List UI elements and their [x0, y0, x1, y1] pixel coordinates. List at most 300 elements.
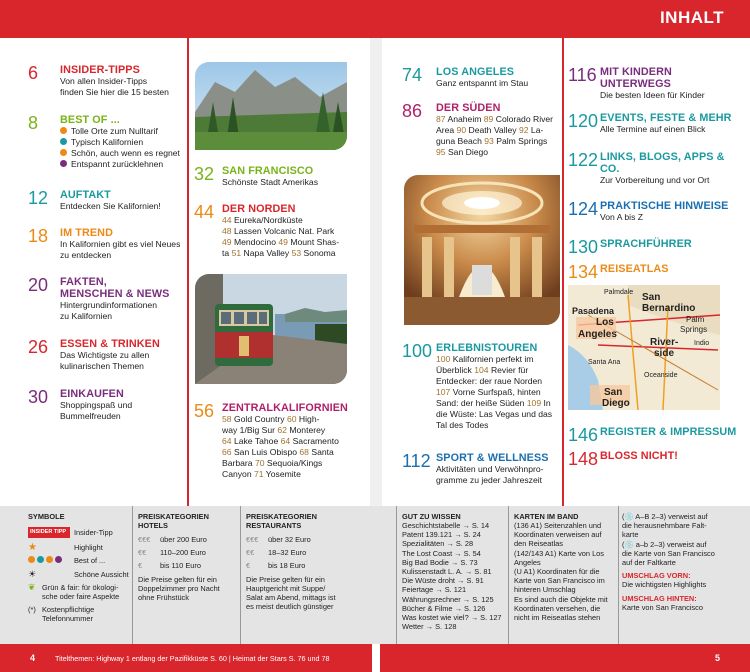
legend-note: Karte von San Francisco	[622, 602, 703, 612]
entry-desc: gramme zu jeder Jahreszeit	[436, 475, 543, 485]
subitem-page[interactable]: 87	[436, 114, 446, 124]
legend-item: Grün & fair: für ökologi-	[42, 582, 119, 592]
subitem-line	[222, 436, 348, 447]
toc-entry[interactable]	[568, 66, 705, 101]
legend-line: Big Bad Bodie → S. 73	[402, 557, 478, 567]
legend-note: ohne Frühstück	[138, 593, 189, 603]
map-label: Oceanside	[644, 372, 678, 379]
legend-title: SYMBOLE	[28, 512, 65, 521]
toc-entry[interactable]	[194, 165, 318, 188]
entry-desc: Bummelfreuden	[60, 411, 121, 421]
price-row	[138, 535, 238, 544]
subitem-page[interactable]: 62	[277, 425, 287, 435]
legend-item: sche oder faire Aspekte	[42, 592, 120, 602]
legend-item: Schöne Aussicht	[74, 569, 129, 579]
legend-note: Doppelzimmer pro Nacht	[138, 583, 220, 593]
free-icon	[60, 127, 67, 134]
legend-line: Geschichtstabelle → S. 14	[402, 521, 490, 530]
toc-entry[interactable]	[402, 452, 549, 486]
paid-phone-icon: (*)	[28, 605, 36, 615]
subitem-line	[222, 226, 339, 237]
subitem-text: die Wüste: Las Vegas und das	[436, 409, 553, 419]
subitem-page[interactable]: 90	[456, 125, 467, 135]
legend-line: Angeles	[514, 557, 541, 567]
toc-entry[interactable]	[568, 450, 678, 468]
legend-line: Was kostet wie viel? → S. 127	[402, 613, 502, 623]
entry-heading: ERLEBNISTOUREN	[436, 342, 538, 354]
legend-hotels	[138, 512, 238, 602]
legend-line: (142/143 A1) Karte von Los	[514, 548, 604, 558]
page-gutter	[370, 38, 382, 506]
subitem-page[interactable]: 51	[231, 248, 242, 258]
legend-symbols	[28, 512, 130, 624]
price-row	[246, 561, 356, 570]
column-divider	[187, 38, 189, 506]
subitem-page[interactable]: 53	[291, 248, 302, 258]
entry-desc: Das Wichtigste zu allen	[60, 350, 150, 360]
legend-line: Feiertage → S. 121	[402, 585, 467, 595]
subitem-line	[436, 147, 553, 158]
legend-note: Die wichtigsten Highlights	[622, 580, 707, 590]
subitem-text: Canyon	[222, 469, 255, 479]
subitem-line	[222, 237, 339, 248]
toc-entry[interactable]	[28, 338, 160, 372]
entry-heading: INSIDER-TIPPS	[60, 64, 140, 76]
map-label: Springs	[680, 325, 708, 334]
price-row	[246, 535, 356, 544]
toc-entry[interactable]	[402, 102, 553, 158]
legend-line: Patent 139.121 → S. 24	[402, 530, 481, 540]
page-number: 32	[194, 164, 215, 184]
subitem-line	[436, 376, 552, 387]
legend-title: KARTEN IM BAND	[514, 512, 579, 521]
subitem-page[interactable]: 104	[474, 365, 489, 375]
legend-item: Insider-Tipp	[74, 528, 113, 537]
subitem-page[interactable]: 60	[286, 414, 297, 424]
entry-heading: SAN FRANCISCO	[222, 165, 314, 177]
price-symbol: €€€	[138, 535, 151, 544]
legend-line: den Reiseatlas	[514, 539, 563, 549]
subitem-line	[436, 420, 552, 431]
toc-entry[interactable]	[28, 276, 169, 322]
legend-note: Hauptgericht mit Suppe/	[246, 583, 326, 593]
legend-item: Highlight	[74, 543, 103, 553]
subitem-line	[222, 414, 348, 425]
subitem-page[interactable]: 44	[222, 215, 232, 225]
entry-desc: finden Sie hier die 15 besten	[60, 87, 169, 97]
relax-icon	[60, 160, 67, 167]
price-range: 18–32 Euro	[268, 548, 307, 558]
subitem-text: Entdecker: der raue Norden	[436, 376, 543, 386]
entry-desc: Aktivitäten und Verwöhnpro-	[436, 464, 544, 474]
legend-title: HOTELS	[138, 521, 168, 530]
legend-divider	[508, 506, 509, 644]
subitem-text: Lake Tahoe	[231, 436, 281, 446]
page-number: 116	[568, 65, 597, 85]
legend-line: (U A1) Koordinaten für die	[514, 567, 600, 577]
legend-divider	[396, 506, 397, 644]
map-label: Indio	[694, 340, 710, 347]
entry-heading: IM TREND	[60, 227, 113, 239]
price-range: über 32 Euro	[268, 535, 311, 544]
subitem-line	[436, 387, 552, 398]
map-label: Palmdale	[604, 289, 634, 296]
star-icon: ★	[28, 542, 37, 554]
legend-umschlag	[622, 512, 726, 612]
leaf-icon: ❦	[28, 581, 36, 592]
subitem-text: San Diego	[445, 147, 489, 157]
subitem-text: Sonoma	[301, 248, 336, 258]
entry-heading: UNTERWEGS	[600, 78, 671, 90]
map-label: Diego	[602, 398, 630, 409]
yosemite-photo	[195, 62, 347, 150]
map-label: River-	[650, 337, 679, 348]
toc-entry[interactable]	[568, 263, 669, 281]
entry-desc: Alle Termine auf einen Blick	[600, 124, 706, 134]
legend-line: auf der Faltkarte	[622, 558, 676, 568]
legend-line: Koordinaten versehen, die	[514, 603, 601, 613]
legend-line: Kulissenstadt L. A. → S. 81	[402, 567, 492, 577]
entry-subitems	[436, 354, 552, 431]
entry-desc: Die besten Ideen für Kinder	[600, 90, 705, 100]
subitem-text: Death Valley	[466, 125, 519, 135]
entry-heading: ZENTRALKALIFORNIEN	[222, 402, 348, 414]
top-bar	[0, 0, 750, 38]
view-icon: ☀	[28, 568, 37, 579]
toc-entry[interactable]	[28, 227, 180, 261]
page-number: 86	[402, 101, 423, 121]
price-symbol: €€	[246, 548, 255, 558]
map-label: Palm	[686, 315, 705, 324]
subitem-text: San Luis Obispo	[231, 447, 300, 457]
subitem-text: Palm Springs	[493, 136, 548, 146]
page-number: 122	[568, 150, 599, 170]
entry-desc: Entdecken Sie Kalifornien!	[60, 201, 161, 211]
subitem-line	[436, 114, 553, 125]
subitem-text: Anaheim	[445, 114, 484, 124]
legend-line: die Karte von San Francisco	[622, 548, 715, 558]
legend-divider	[240, 506, 241, 644]
page-gap	[372, 644, 380, 672]
page-number: 120	[568, 111, 599, 131]
entry-heading: CO.	[600, 163, 620, 175]
entry-desc: Shoppingspaß und	[60, 400, 133, 410]
subitem-page[interactable]: 89	[483, 114, 494, 124]
toc-entry[interactable]	[28, 114, 180, 170]
legend-item: Kostenpflichtige	[42, 605, 95, 615]
entry-heading: EVENTS, FESTE & MEHR	[600, 112, 732, 124]
subitem-text: way 1/Big Sur	[222, 425, 278, 435]
map-label: San	[604, 387, 623, 398]
toc-entry[interactable]	[194, 203, 339, 259]
subitem-text: Colorado River	[493, 114, 554, 124]
typical-icon	[60, 138, 67, 145]
page-number: 112	[402, 451, 431, 471]
subitem-line	[222, 248, 339, 259]
subitem-line	[222, 469, 348, 480]
page-number: 74	[402, 65, 423, 85]
subitem-page[interactable]: 100	[436, 354, 451, 364]
price-row	[138, 561, 238, 570]
cover-topics: Titelthemen: Highway 1 entlang der Pazifikküste S. 60 | Heimat der Stars S. 76 und 78	[55, 654, 330, 663]
legend-divider	[132, 506, 133, 644]
entry-desc: Von A bis Z	[600, 212, 643, 222]
legend-line: Bücher & Filme → S. 126	[402, 603, 486, 613]
subitem-text: La-	[528, 125, 544, 135]
legend-line: Währungsrechner → S. 125	[402, 594, 494, 604]
toc-entry[interactable]	[194, 402, 348, 480]
entry-heading: MENSCHEN & NEWS	[60, 288, 170, 300]
page-number: 146	[568, 425, 599, 445]
page-number: 44	[194, 202, 215, 222]
subitem-line	[222, 425, 348, 436]
entry-heading: MIT KINDERN	[600, 66, 672, 78]
page-number: 124	[568, 199, 599, 219]
toc-entry[interactable]	[28, 189, 161, 212]
toc-entry[interactable]	[568, 238, 692, 256]
legend-title: RESTAURANTS	[246, 521, 302, 530]
subitem-page[interactable]: 58	[222, 414, 232, 424]
subitem-text: Sand: der heiße Süden	[436, 398, 527, 408]
bullet-text: Tolle Orte zum Nulltarif	[71, 126, 158, 136]
toc-entry[interactable]	[28, 64, 169, 98]
legend-line: nicht im Reiseatlas stehen	[514, 613, 601, 623]
subitem-text: Santa	[308, 447, 334, 457]
entry-heading: SPORT & WELLNESS	[436, 452, 549, 464]
subitem-page[interactable]: 64	[280, 436, 291, 446]
legend-note: es meist deutlich günstiger	[246, 602, 334, 612]
price-row	[246, 548, 356, 557]
entry-subitems	[222, 414, 348, 480]
entry-desc: In Kalifornien gibt es viel Neues	[60, 239, 181, 249]
rain-icon	[60, 149, 67, 156]
legend-line: (136 A1) Seitenzahlen und	[514, 521, 602, 530]
entry-subitems	[436, 114, 553, 158]
page-number-left: 4	[30, 653, 36, 663]
legend-line: Karte von San Francisco im	[514, 576, 605, 586]
subitem-text: Area	[436, 125, 457, 135]
legend-item: Telefonnummer	[42, 614, 93, 624]
entry-desc: Hintergrundinformationen	[60, 300, 157, 310]
legend-line: die herausnehmbare Falt-	[622, 521, 707, 531]
price-range: über 200 Euro	[160, 535, 207, 544]
subitem-page[interactable]: 48	[222, 226, 232, 236]
subitem-page[interactable]: 107	[436, 387, 451, 397]
capitol-dome-photo	[404, 175, 560, 325]
entry-heading: LINKS, BLOGS, APPS &	[600, 151, 725, 163]
subitem-page[interactable]: 93	[484, 136, 494, 146]
toc-entry[interactable]	[568, 426, 736, 444]
legend-note: Salat am Abend, mittags ist	[246, 593, 336, 603]
subitem-text: Revier für	[488, 365, 529, 375]
entry-desc: zu Kalifornien	[60, 311, 113, 321]
price-symbol: €	[246, 561, 251, 571]
legend-line: Spezialitäten → S. 28	[402, 539, 474, 549]
legend-title: PREISKATEGORIEN	[138, 512, 209, 521]
toc-entry[interactable]	[402, 342, 552, 431]
toc-entry[interactable]	[568, 200, 728, 223]
cable-car-photo	[195, 274, 347, 384]
map-label: Pasadena	[572, 306, 615, 316]
legend-line: (💿 A–B 2–3) verweist auf	[622, 512, 708, 521]
subitem-text: Sequoia/Kings	[264, 458, 323, 468]
subitem-text: Napa Valley	[241, 248, 292, 258]
reiseatlas-map[interactable]	[568, 285, 720, 410]
best-of-dots-icon	[28, 556, 70, 565]
subitem-text: Monterey	[286, 425, 326, 435]
page-number: 148	[568, 449, 599, 469]
legend-line: (💿 a–b 2–3) verweist auf	[622, 539, 707, 549]
toc-entry[interactable]	[568, 151, 725, 186]
subitem-line	[436, 125, 553, 136]
subitem-page[interactable]: 68	[299, 447, 309, 457]
entry-heading: ESSEN & TRINKEN	[60, 338, 160, 350]
page-number: 20	[28, 275, 49, 295]
bullet-text: Entspannt zurücklehnen	[71, 159, 164, 169]
subitem-line	[222, 458, 348, 469]
legend-karten	[514, 512, 616, 622]
column-divider	[562, 38, 564, 506]
entry-subitems	[222, 215, 339, 259]
legend-note: Die Preise gelten für ein	[138, 574, 217, 584]
page-number: 8	[28, 113, 39, 133]
price-symbol: €€€	[246, 535, 259, 544]
entry-heading: BLOSS NICHT!	[600, 450, 678, 462]
bullet-text: Schön, auch wenn es regnet	[71, 148, 180, 158]
subitem-text: guna Beach	[436, 136, 485, 146]
map-label: side	[654, 348, 675, 359]
subitem-line	[436, 398, 552, 409]
page-number: 18	[28, 226, 49, 246]
price-range: bis 18 Euro	[268, 561, 306, 571]
legend-divider	[618, 506, 619, 644]
subitem-line	[436, 136, 553, 147]
entry-heading: DER SÜDEN	[436, 102, 501, 114]
page-number: 6	[28, 63, 39, 83]
legend-title: UMSCHLAG HINTEN:	[622, 593, 697, 603]
price-range: 110–200 Euro	[160, 548, 206, 558]
subitem-page[interactable]: 95	[436, 147, 446, 157]
subitem-page[interactable]: 109	[526, 398, 542, 408]
subitem-page[interactable]: 92	[518, 125, 529, 135]
subitem-line	[436, 365, 552, 376]
price-symbol: €€	[138, 548, 147, 558]
subitem-page[interactable]: 71	[254, 469, 264, 479]
legend-note: Die Preise gelten für ein	[246, 574, 325, 584]
entry-heading: AUFTAKT	[60, 189, 111, 201]
legend-line: Koordinaten verweisen auf	[514, 530, 602, 540]
entry-desc: kulinarischen Themen	[60, 361, 144, 371]
subitem-line	[222, 215, 339, 226]
subitem-text: In	[541, 398, 551, 408]
subitem-text: ta	[222, 248, 232, 258]
entry-heading: FAKTEN,	[60, 276, 107, 288]
entry-desc: Von allen Insider-Tipps	[60, 76, 148, 86]
map-label: San	[642, 292, 661, 303]
entry-heading: BEST OF ...	[60, 114, 120, 126]
subitem-text: Mount Shas-	[287, 237, 340, 247]
subitem-text: Gold Country	[231, 414, 287, 424]
price-row	[138, 548, 238, 557]
page-number: 100	[402, 341, 433, 361]
page-number: 134	[568, 262, 599, 282]
toc-entry[interactable]	[568, 112, 732, 135]
map-label: Santa Ana	[588, 359, 621, 366]
legend-restaurants	[246, 512, 356, 611]
entry-heading: SPRACHFÜHRER	[600, 238, 692, 250]
legend-item: Best of ...	[74, 556, 106, 566]
price-symbol: €	[138, 561, 143, 571]
subitem-text: Eureka/Nordküste	[231, 215, 303, 225]
entry-heading: EINKAUFEN	[60, 388, 124, 400]
legend-line: hinteren Umschlag	[514, 585, 576, 595]
entry-heading: LOS ANGELES	[436, 66, 515, 78]
toc-entry[interactable]	[28, 388, 132, 422]
map-label: Angeles	[578, 329, 617, 340]
subitem-page[interactable]: 49	[222, 237, 232, 247]
legend-line: Die Wüste droht → S. 91	[402, 576, 484, 586]
subitem-text: Yosemite	[263, 469, 301, 479]
subitem-page[interactable]: 66	[222, 447, 232, 457]
subitem-text: Mendocino	[231, 237, 279, 247]
entry-desc: Ganz entspannt im Stau	[436, 78, 529, 88]
subitem-page[interactable]: 70	[254, 458, 265, 468]
legend-line: The Lost Coast → S. 54	[402, 548, 481, 558]
legend-title: PREISKATEGORIEN	[246, 512, 317, 521]
entry-heading: PRAKTISCHE HINWEISE	[600, 200, 729, 212]
subitem-line	[436, 354, 552, 365]
subitem-text: High-	[296, 414, 320, 424]
entry-desc: zu entdecken	[60, 250, 112, 260]
legend-line: karte	[622, 530, 639, 540]
subitem-text: Überblick	[436, 365, 475, 375]
subitem-line	[436, 409, 552, 420]
price-range: bis 110 Euro	[160, 561, 201, 571]
entry-desc: Zur Vorbereitung und vor Ort	[600, 175, 710, 185]
page-number: 30	[28, 387, 49, 407]
page-number: 12	[28, 188, 49, 208]
subitem-line	[222, 447, 348, 458]
legend-line: Wetter → S. 128	[402, 622, 457, 632]
bullet-text: Typisch Kalifornien	[71, 137, 144, 147]
toc-entry[interactable]	[402, 66, 528, 89]
subitem-text: Vorne Surfspaß, hinten	[450, 387, 541, 397]
map-label: Los	[596, 317, 614, 328]
page-number: 26	[28, 337, 49, 357]
subitem-text: Lassen Volcanic Nat. Park	[231, 226, 335, 236]
page-number: 130	[568, 237, 599, 257]
map-label: Bernardino	[642, 303, 696, 314]
page-number: 56	[194, 401, 215, 421]
page-title: INHALT	[659, 8, 724, 27]
legend-gut-zu-wissen	[402, 512, 506, 631]
page-number-right: 5	[714, 653, 720, 663]
entry-heading: DER NORDEN	[222, 203, 296, 215]
subitem-text: Barbara	[222, 458, 255, 468]
entry-heading: REISEATLAS	[600, 263, 669, 275]
subitem-text: Sacramento	[290, 436, 339, 446]
entry-desc: Schönste Stadt Amerikas	[222, 177, 319, 187]
subitem-page[interactable]: 64	[222, 436, 232, 446]
subitem-text: Kalifornien perfekt im	[450, 354, 534, 364]
legend-line: Es sind auch die Objekte mit	[514, 594, 608, 604]
entry-heading: REGISTER & IMPRESSUM	[600, 426, 737, 438]
legend-title: GUT ZU WISSEN	[402, 512, 461, 521]
legend-title: UMSCHLAG VORN:	[622, 571, 691, 581]
subitem-page[interactable]: 49	[278, 237, 288, 247]
subitem-text: Tal des Todes	[436, 420, 489, 430]
insider-tipp-badge: INSIDER TIPP	[28, 527, 70, 538]
